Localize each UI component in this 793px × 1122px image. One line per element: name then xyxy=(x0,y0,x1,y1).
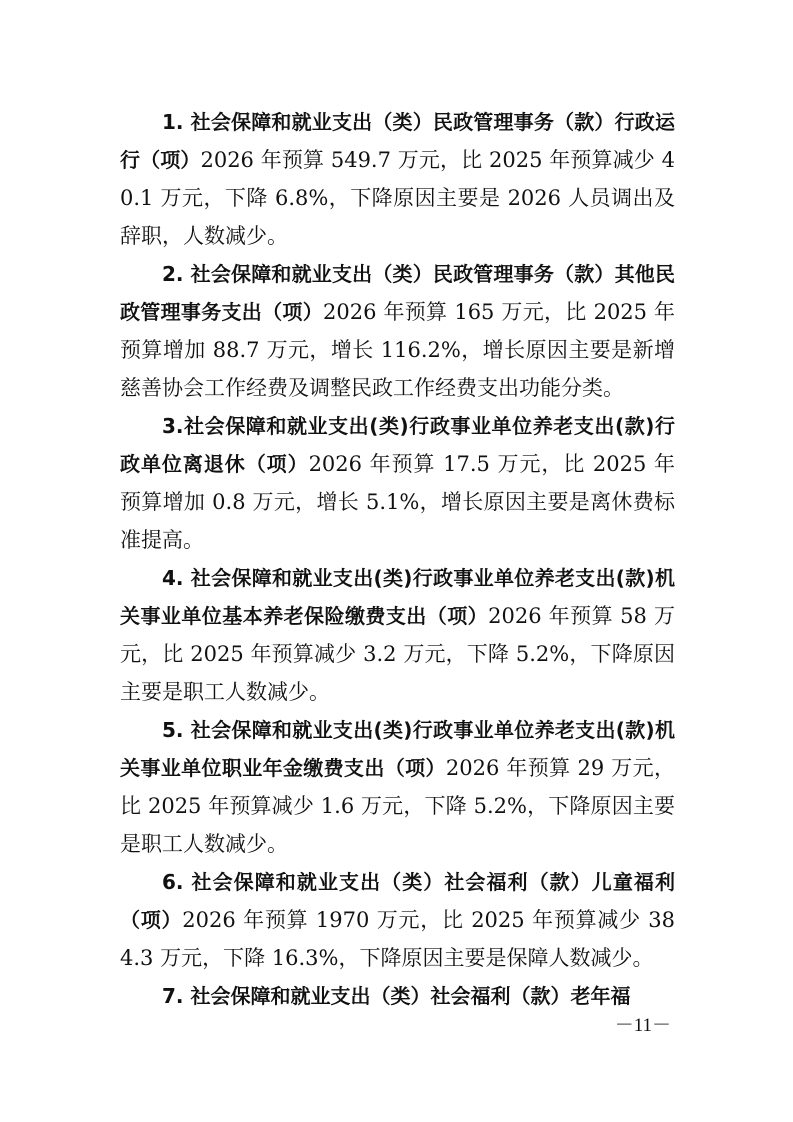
paragraph-7 xyxy=(120,977,675,1015)
paragraph-3 xyxy=(120,407,675,559)
page-number: －11－ xyxy=(614,1015,671,1036)
paragraph-6-heading: 6. 社会保障和就业支出（类）社会福利（款）儿童福利（项） xyxy=(120,870,675,932)
paragraph-4-heading: 4. 社会保障和就业支出(类)行政事业单位养老支出(款)机关事业单位基本养老保险缴费支出（项） xyxy=(120,566,675,628)
paragraph-4 xyxy=(120,559,675,711)
paragraph-5-body: 2026 年预算 29 万元，比 2025 年预算减少 1.6 万元，下降 5.2%，下降原因主要是职工人数减少。 xyxy=(120,756,675,856)
paragraph-7-heading: 7. 社会保障和就业支出（类）社会福利（款）老年福 xyxy=(162,984,631,1008)
paragraph-3-heading: 3.社会保障和就业支出(类)行政事业单位养老支出(款)行政单位离退休（项） xyxy=(120,414,675,476)
paragraph-3-body: 2026 年预算 17.5 万元，比 2025 年预算增加 0.8 万元，增长 5.1%，增长原因主要是离休费标准提高。 xyxy=(120,452,675,552)
paragraph-2 xyxy=(120,255,675,407)
paragraph-2-heading: 2. 社会保障和就业支出（类）民政管理事务（款）其他民政管理事务支出（项） xyxy=(120,262,675,324)
paragraph-1-heading: 1. 社会保障和就业支出（类）民政管理事务（款）行政运行（项） xyxy=(120,110,675,172)
paragraph-1 xyxy=(120,103,675,255)
paragraph-1-body: 2026 年预算 549.7 万元，比 2025 年预算减少 40.1 万元，下降 6.8%，下降原因主要是 2026 人员调出及辞职，人数减少。 xyxy=(120,148,675,248)
paragraph-5 xyxy=(120,711,675,863)
paragraph-4-body: 2026 年预算 58 万元，比 2025 年预算减少 3.2 万元，下降 5.2%，下降原因主要是职工人数减少。 xyxy=(120,604,675,704)
paragraph-2-body: 2026 年预算 165 万元，比 2025 年预算增加 88.7 万元，增长 116.2%，增长原因主要是新增慈善协会工作经费及调整民政工作经费支出功能分类。 xyxy=(120,300,675,400)
paragraph-6-body: 2026 年预算 1970 万元，比 2025 年预算减少 384.3 万元，下降 16.3%，下降原因主要是保障人数减少。 xyxy=(120,908,676,970)
paragraph-5-heading: 5. 社会保障和就业支出(类)行政事业单位养老支出(款)机关事业单位职业年金缴费支出（项） xyxy=(120,718,675,780)
paragraph-6 xyxy=(120,863,675,977)
